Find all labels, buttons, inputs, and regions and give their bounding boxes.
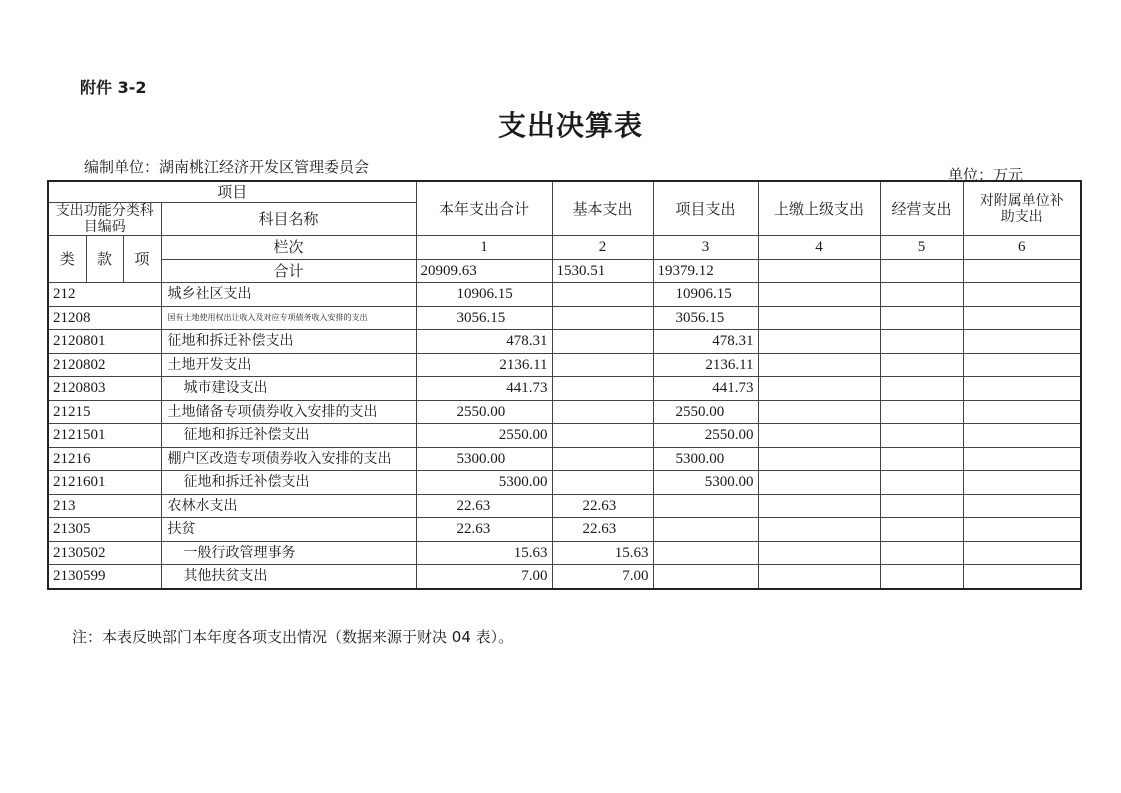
row-project-expense: 3056.15 xyxy=(653,306,758,330)
row-total-expense: 15.63 xyxy=(416,541,552,565)
row-code: 21305 xyxy=(48,518,161,542)
row-empty-cell xyxy=(880,283,963,307)
row-project-expense: 2550.00 xyxy=(653,400,758,424)
col-header-3: 项目支出 xyxy=(653,181,758,236)
row-code: 212 xyxy=(48,283,161,307)
col-number: 6 xyxy=(963,236,1081,260)
row-total-expense: 2550.00 xyxy=(416,400,552,424)
annex-label: 附件 3-2 xyxy=(80,78,147,97)
row-project-expense xyxy=(653,494,758,518)
row-empty-cell xyxy=(880,377,963,401)
row-subject-name: 征地和拆迁补偿支出 xyxy=(161,471,416,495)
row-empty-cell xyxy=(758,283,880,307)
row-basic-expense xyxy=(552,400,653,424)
row-empty-cell xyxy=(758,306,880,330)
row-empty-cell xyxy=(880,424,963,448)
row-total-expense: 5300.00 xyxy=(416,471,552,495)
row-basic-expense xyxy=(552,306,653,330)
table-row xyxy=(48,471,1081,495)
row-empty-cell xyxy=(880,541,963,565)
row-project-expense: 10906.15 xyxy=(653,283,758,307)
row-total-expense: 22.63 xyxy=(416,518,552,542)
row-subject-name: 扶贫 xyxy=(161,518,416,542)
row-empty-cell xyxy=(880,518,963,542)
table-row xyxy=(48,565,1081,589)
row-empty-cell xyxy=(880,471,963,495)
row-code: 2120801 xyxy=(48,330,161,354)
col-number: 3 xyxy=(653,236,758,260)
table-row xyxy=(48,330,1081,354)
row-project-expense: 2136.11 xyxy=(653,353,758,377)
row-subject-name: 一般行政管理事务 xyxy=(161,541,416,565)
row-project-expense xyxy=(653,565,758,589)
row-subject-name: 征地和拆迁补偿支出 xyxy=(161,424,416,448)
col-header-2: 基本支出 xyxy=(552,181,653,236)
row-project-expense xyxy=(653,518,758,542)
total-label: 合计 xyxy=(161,259,416,283)
table-row xyxy=(48,541,1081,565)
table-row xyxy=(48,377,1081,401)
row-total-expense: 478.31 xyxy=(416,330,552,354)
row-code: 2121601 xyxy=(48,471,161,495)
row-empty-cell xyxy=(880,447,963,471)
total-cell xyxy=(963,259,1081,283)
header-kuan: 款 xyxy=(86,236,123,283)
row-empty-cell xyxy=(880,400,963,424)
row-code: 21208 xyxy=(48,306,161,330)
col-header-1: 本年支出合计 xyxy=(416,181,552,236)
row-project-expense: 5300.00 xyxy=(653,447,758,471)
col-number: 4 xyxy=(758,236,880,260)
total-cell xyxy=(758,259,880,283)
row-subject-name: 征地和拆迁补偿支出 xyxy=(161,330,416,354)
table-row xyxy=(48,400,1081,424)
row-empty-cell xyxy=(963,330,1081,354)
col-header-5: 经营支出 xyxy=(880,181,963,236)
row-empty-cell xyxy=(963,400,1081,424)
table-row xyxy=(48,447,1081,471)
total-cell: 19379.12 xyxy=(653,259,758,283)
row-subject-name: 土地储备专项债券收入安排的支出 xyxy=(161,400,416,424)
row-basic-expense xyxy=(552,471,653,495)
row-empty-cell xyxy=(758,377,880,401)
row-empty-cell xyxy=(880,565,963,589)
row-project-expense: 5300.00 xyxy=(653,471,758,495)
row-empty-cell xyxy=(963,565,1081,589)
row-basic-expense: 15.63 xyxy=(552,541,653,565)
table-row xyxy=(48,494,1081,518)
total-cell: 1530.51 xyxy=(552,259,653,283)
row-empty-cell xyxy=(758,565,880,589)
row-code: 2130599 xyxy=(48,565,161,589)
row-basic-expense xyxy=(552,353,653,377)
row-code: 2120803 xyxy=(48,377,161,401)
row-project-expense xyxy=(653,541,758,565)
row-project-expense: 441.73 xyxy=(653,377,758,401)
currency-unit: 单位：万元 xyxy=(948,166,1024,184)
col-row-label: 栏次 xyxy=(161,236,416,260)
row-empty-cell xyxy=(758,330,880,354)
row-project-expense: 478.31 xyxy=(653,330,758,354)
row-empty-cell xyxy=(758,400,880,424)
row-empty-cell xyxy=(758,424,880,448)
row-empty-cell xyxy=(963,494,1081,518)
row-project-expense: 2550.00 xyxy=(653,424,758,448)
table-row xyxy=(48,283,1081,307)
row-total-expense: 2136.11 xyxy=(416,353,552,377)
row-total-expense: 7.00 xyxy=(416,565,552,589)
row-empty-cell xyxy=(758,518,880,542)
row-empty-cell xyxy=(880,330,963,354)
row-basic-expense: 22.63 xyxy=(552,518,653,542)
row-empty-cell xyxy=(758,471,880,495)
row-subject-name: 其他扶贫支出 xyxy=(161,565,416,589)
col-header-6: 对附属单位补助支出 xyxy=(963,181,1081,236)
row-subject-name: 城市建设支出 xyxy=(161,377,416,401)
row-total-expense: 2550.00 xyxy=(416,424,552,448)
row-subject-name: 棚户区改造专项债券收入安排的支出 xyxy=(161,447,416,471)
row-basic-expense xyxy=(552,283,653,307)
row-empty-cell xyxy=(880,494,963,518)
row-empty-cell xyxy=(963,306,1081,330)
row-basic-expense xyxy=(552,330,653,354)
row-basic-expense: 22.63 xyxy=(552,494,653,518)
header-func-code: 支出功能分类科目编码 xyxy=(48,203,161,236)
table-row xyxy=(48,353,1081,377)
col-number: 1 xyxy=(416,236,552,260)
row-subject-name: 农林水支出 xyxy=(161,494,416,518)
row-subject-name: 土地开发支出 xyxy=(161,353,416,377)
row-code: 2121501 xyxy=(48,424,161,448)
row-empty-cell xyxy=(758,494,880,518)
compiler-unit: 编制单位：湖南桃江经济开发区管理委员会 xyxy=(84,158,370,176)
header-lei: 类 xyxy=(48,236,86,283)
row-basic-expense xyxy=(552,377,653,401)
row-empty-cell xyxy=(963,424,1081,448)
row-total-expense: 441.73 xyxy=(416,377,552,401)
row-empty-cell xyxy=(758,541,880,565)
total-cell xyxy=(880,259,963,283)
header-subject-name: 科目名称 xyxy=(161,203,416,236)
row-basic-expense xyxy=(552,424,653,448)
row-code: 2130502 xyxy=(48,541,161,565)
row-basic-expense: 7.00 xyxy=(552,565,653,589)
row-total-expense: 5300.00 xyxy=(416,447,552,471)
row-code: 2120802 xyxy=(48,353,161,377)
row-total-expense: 3056.15 xyxy=(416,306,552,330)
row-total-expense: 10906.15 xyxy=(416,283,552,307)
row-empty-cell xyxy=(963,447,1081,471)
col-header-4: 上缴上级支出 xyxy=(758,181,880,236)
page-title: 支出决算表 xyxy=(497,109,643,142)
row-empty-cell xyxy=(963,353,1081,377)
row-code: 21215 xyxy=(48,400,161,424)
table-row xyxy=(48,518,1081,542)
row-empty-cell xyxy=(963,541,1081,565)
footnote: 注：本表反映部门本年度各项支出情况（数据来源于财决 04 表）。 xyxy=(72,628,514,646)
row-empty-cell xyxy=(963,471,1081,495)
row-empty-cell xyxy=(963,377,1081,401)
table-row xyxy=(48,424,1081,448)
header-xiang: 项 xyxy=(123,236,161,283)
row-empty-cell xyxy=(963,283,1081,307)
total-cell: 20909.63 xyxy=(416,259,552,283)
row-empty-cell xyxy=(880,306,963,330)
row-empty-cell xyxy=(758,447,880,471)
row-total-expense: 22.63 xyxy=(416,494,552,518)
header-item: 项目 xyxy=(48,181,416,203)
expenditure-table xyxy=(47,180,1082,590)
col-number: 2 xyxy=(552,236,653,260)
row-subject-name: 城乡社区支出 xyxy=(161,283,416,307)
col-number: 5 xyxy=(880,236,963,260)
row-code: 213 xyxy=(48,494,161,518)
row-empty-cell xyxy=(963,518,1081,542)
row-basic-expense xyxy=(552,447,653,471)
row-subject-name: 国有土地使用权出让收入及对应专项债务收入安排的支出 xyxy=(161,306,416,330)
row-empty-cell xyxy=(880,353,963,377)
row-empty-cell xyxy=(758,353,880,377)
row-code: 21216 xyxy=(48,447,161,471)
table-row xyxy=(48,306,1081,330)
